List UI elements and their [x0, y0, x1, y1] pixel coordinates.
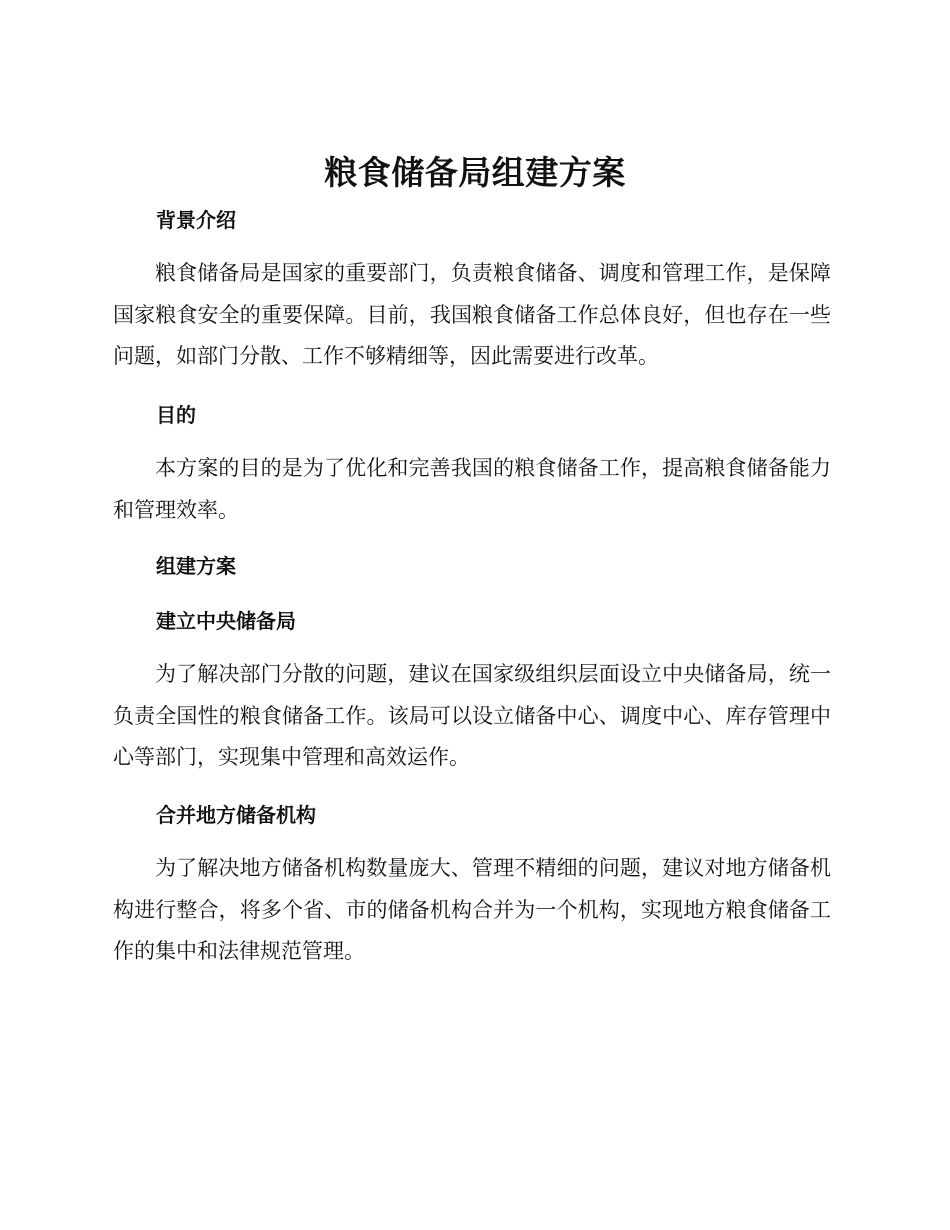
- section-paragraph-goal: 本方案的目的是为了优化和完善我国的粮食储备工作，提高粮食储备能力和管理效率。: [113, 456, 831, 522]
- section-heading-background: 背景介绍: [156, 208, 236, 232]
- section-heading-goal: 目的: [156, 403, 196, 427]
- section-heading-merge-local: 合并地方储备机构: [156, 803, 316, 827]
- section-paragraph-background: 粮食储备局是国家的重要部门，负责粮食储备、调度和管理工作，是保障国家粮食安全的重要保障。目前，我国粮食储备工作总体良好，但也存在一些问题，如部门分散、工作不够精细等，因此需要进行改革。: [113, 261, 831, 368]
- section-heading-plan: 组建方案: [156, 554, 236, 578]
- section-paragraph-central-bureau: 为了解决部门分散的问题，建议在国家级组织层面设立中央储备局，统一负责全国性的粮食储备工作。该局可以设立储备中心、调度中心、库存管理中心等部门，实现集中管理和高效运作。: [113, 662, 831, 769]
- section-heading-central-bureau: 建立中央储备局: [156, 609, 296, 633]
- section-paragraph-merge-local: 为了解决地方储备机构数量庞大、管理不精细的问题，建议对地方储备机构进行整合，将多个省、市的储备机构合并为一个机构，实现地方粮食储备工作的集中和法律规范管理。: [113, 856, 831, 963]
- document-title: 粮食储备局组建方案: [324, 153, 626, 192]
